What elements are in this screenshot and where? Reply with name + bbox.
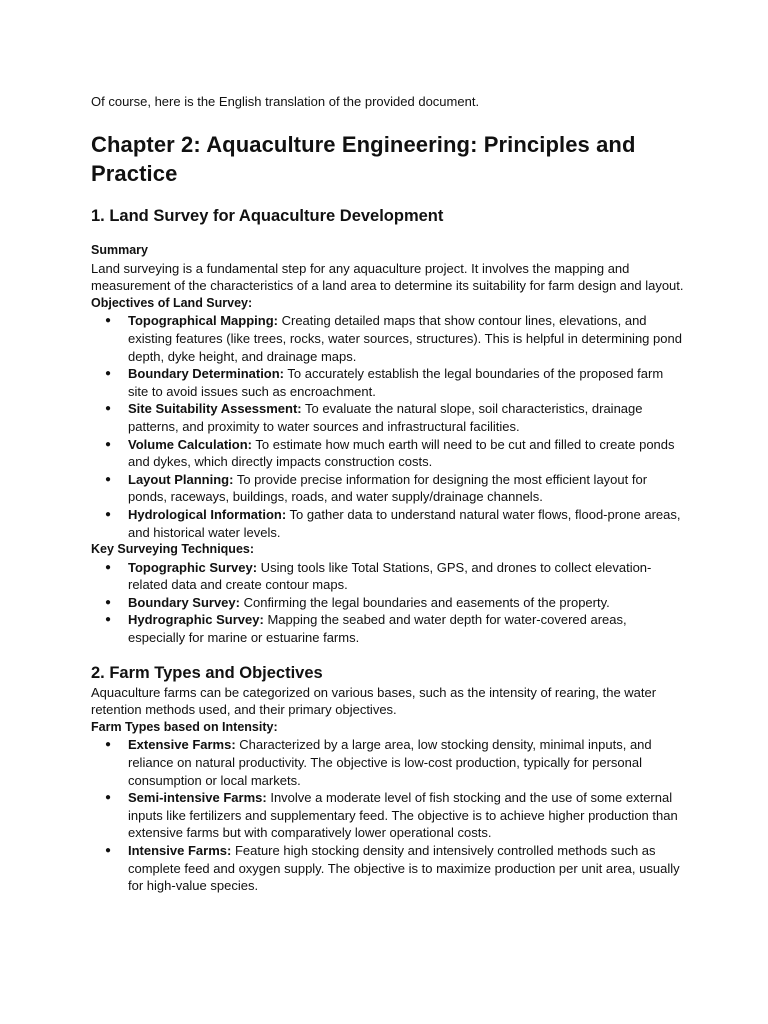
section2-heading: 2. Farm Types and Objectives	[91, 663, 323, 682]
summary-text: Land surveying is a fundamental step for any aquaculture project. It involves the mapping and measurement of the characteristics of a land area to determine its suitability for farm design and layout.	[91, 260, 684, 294]
techniques-label: Key Surveying Techniques:	[91, 542, 255, 557]
list-item-text: Creating detailed maps that show contour lines, elevations, and existing features (like trees, rocks, water sources, structures). This is helpful in determining pond depth, dyke height, and drainage maps.	[128, 313, 682, 364]
bullet-icon: ●	[105, 614, 112, 626]
list-item	[91, 736, 686, 789]
list-item	[91, 436, 686, 471]
section1-heading: 1. Land Survey for Aquaculture Development	[91, 207, 444, 225]
list-item-text: Characterized by a large area, low stocking density, minimal inputs, and reliance on natural productivity. The objective is low-cost production, typically for personal consumption or local markets.	[128, 737, 652, 788]
list-item	[91, 611, 686, 646]
summary-label: Summary	[91, 243, 148, 257]
list-item-text: To estimate how much earth will need to be cut and filled to create ponds and dykes, which directly impacts construction costs.	[128, 436, 675, 470]
list-item-text: Mapping the seabed and water depth for water-covered areas, especially for marine or estuarine farms.	[128, 612, 627, 646]
list-item	[91, 312, 686, 365]
list-item-text: To provide precise information for designing the most efficient layout for ponds, raceways, buildings, roads, and water supply/drainage channels.	[128, 471, 648, 505]
objectives-list	[91, 312, 686, 541]
bullet-icon: ●	[105, 473, 112, 485]
farm-types-list	[91, 736, 686, 894]
list-item-term: Extensive Farms:	[128, 737, 236, 753]
bullet-icon: ●	[105, 438, 112, 450]
list-item	[91, 842, 686, 895]
bullet-icon: ●	[105, 368, 112, 380]
list-item-term: Hydrological Information:	[128, 506, 287, 522]
bullet-icon: ●	[105, 561, 112, 573]
bullet-icon: ●	[105, 596, 112, 608]
section2-intro-text: Aquaculture farms can be categorized on various bases, such as the intensity of rearing, the water retention methods used, and their primary objectives.	[91, 684, 657, 718]
bullet-icon: ●	[105, 315, 112, 327]
intro-text: Of course, here is the English translation of the provided document.	[91, 94, 480, 109]
list-item-term: Site Suitability Assessment:	[128, 401, 302, 417]
list-item-term: Layout Planning:	[128, 471, 234, 487]
list-item-text: Feature high stocking density and intensively controlled methods such as complete feed and oxygen supply. The objective is to maximize production per unit area, usually for high-value species.	[128, 843, 680, 894]
list-item-term: Boundary Determination:	[128, 366, 285, 382]
list-item-text: Confirming the legal boundaries and easements of the property.	[239, 594, 610, 610]
bullet-icon: ●	[105, 845, 112, 856]
list-item	[91, 559, 686, 594]
list-item-text: To evaluate the natural slope, soil characteristics, drainage patterns, and proximity to water sources and infrastructural facilities.	[128, 401, 643, 434]
bullet-icon: ●	[105, 508, 112, 520]
list-item	[91, 400, 686, 435]
list-item-text: Involve a moderate level of fish stocking and the use of some external inputs like fertilizers and supplementary feed. The objective is to achieve higher production than extensive farms but with comparatively lower operational costs.	[128, 790, 678, 841]
list-item-text: To gather data to understand natural water flows, flood-prone areas, and historical water levels.	[128, 506, 681, 540]
list-item-term: Semi-intensive Farms:	[128, 790, 267, 806]
list-item-term: Topographical Mapping:	[128, 313, 278, 329]
list-item-term: Intensive Farms:	[128, 843, 232, 858]
list-item-term: Topographic Survey:	[128, 559, 258, 575]
list-item-term: Hydrographic Survey:	[128, 612, 264, 628]
techniques-list	[91, 559, 686, 647]
document-page	[91, 93, 686, 895]
objectives-label: Objectives of Land Survey:	[91, 295, 253, 310]
intensity-label: Farm Types based on Intensity:	[91, 719, 278, 734]
bullet-icon: ●	[105, 792, 112, 804]
list-item	[91, 365, 686, 400]
bullet-icon: ●	[105, 403, 112, 415]
list-item-term: Boundary Survey:	[128, 594, 240, 610]
list-item-text: Using tools like Total Stations, GPS, and drones to collect elevation-related data and create contour maps.	[128, 559, 652, 593]
list-item	[91, 594, 686, 612]
list-item	[91, 789, 686, 842]
bullet-icon: ●	[105, 739, 112, 751]
list-item	[91, 506, 686, 541]
list-item-text: To accurately establish the legal boundaries of the proposed farm site to avoid issues such as encroachment.	[128, 366, 664, 399]
chapter-title: Chapter 2: Aquaculture Engineering: Principles and Practice	[91, 132, 636, 186]
list-item	[91, 471, 686, 506]
list-item-term: Volume Calculation:	[128, 436, 252, 452]
